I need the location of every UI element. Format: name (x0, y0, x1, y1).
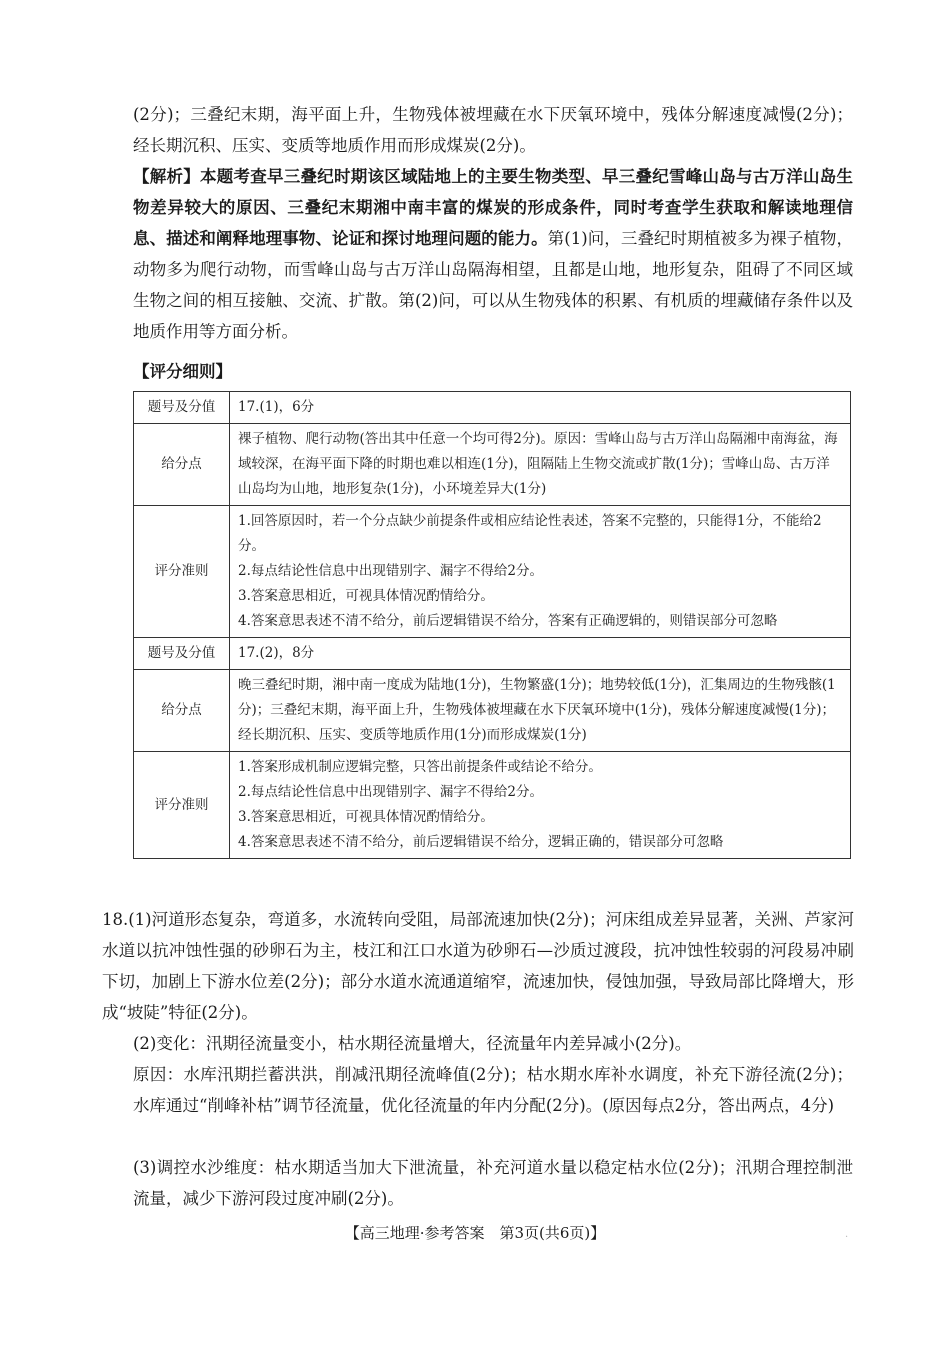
criteria-item: 3.答案意思相近，可视具体情况酌情给分。 (238, 809, 494, 825)
criteria-item: 2.每点结论性信息中出现错别字、漏字不得给2分。 (238, 563, 543, 579)
criteria-item: 4.答案意思表述不清不给分，前后逻辑错误不给分，逻辑正确的，错误部分可忽略 (238, 834, 724, 850)
rubric-heading: 【评分细则】 (133, 362, 232, 381)
analysis-bold-text: 本题考查早三叠纪时期该区域陆地上的主要生物类型、早三叠纪雪峰山岛与古万洋山岛生物差异较大的原因、三叠纪末期湘中南丰富的煤炭的形成条件，同时考查学生获取和解读地理信息、描述和阐释地理事物、论证和探讨地理问题的能力。 (133, 167, 853, 248)
criteria-list (230, 752, 851, 859)
criteria-item: 3.答案意思相近，可视具体情况酌情给分。 (238, 588, 494, 604)
points-text: 晚三叠纪时期，湘中南一度成为陆地(1分)，生物繁盛(1分)；地势较低(1分)，汇集周边的生物残骸(1分)；三叠纪末期，海平面上升，生物残体被埋藏在水下厌氧环境中(1分)，残体分解速度减慢(1分)；经长期沉积、压实、变质等地质作用(1分)而形成煤炭(1分) (230, 670, 851, 752)
row-label: 评分准则 (134, 506, 230, 638)
q18-part2-reason: 原因：水库汛期拦蓄洪洪，削减汛期径流峰值(2分)；枯水期水库补水调度，补充下游径流(2分)；水库通过“削峰补枯”调节径流量，优化径流量的年内分配(2分)。(原因每点2分，答出两点，4分) (133, 1065, 853, 1115)
scan-mark: · (845, 1232, 849, 1243)
rubric-row-points-1 (134, 424, 851, 506)
rubric-row-header-1 (134, 392, 851, 424)
rubric-row-criteria-2 (134, 752, 851, 859)
rubric-row-header-2 (134, 638, 851, 670)
q18-part1: 18.(1)河道形态复杂，弯道多，水流转向受阻，局部流速加快(2分)；河床组成差异显著，关洲、芦家河水道以抗冲蚀性强的砂卵石为主，枝江和江口水道为砂卵石—沙质过渡段，抗冲蚀性较弱的河段易冲刷下切，加剧上下游水位差(2分)；部分水道水流通道缩窄，流速加快，侵蚀加强，导致局部比降增大，形成“坡陡”特征(2分)。 (102, 910, 854, 1022)
row-label: 给分点 (134, 670, 230, 752)
analysis-text: 第(1)问，三叠纪时期植被多为裸子植物，动物多为爬行动物，而雪峰山岛与古万洋山岛隔海相望，且都是山地，地形复杂，阻碍了不同区域生物之间的相互接触、交流、扩散。第(2)问，可以从生物残体的积累、有机质的埋藏储存条件以及地质作用等方面分析。 (133, 229, 854, 341)
q18-part2-change: (2)变化：汛期径流量变小，枯水期径流量增大，径流量年内差异减小(2分)。 (133, 1034, 692, 1053)
points-text: 裸子植物、爬行动物(答出其中任意一个均可得2分)。原因：雪峰山岛与古万洋山岛隔湘中南海盆，海域较深，在海平面下降的时期也难以相连(1分)，阻隔陆上生物交流或扩散(1分)；雪峰山岛、古万洋山岛均为山地，地形复杂(1分)，小环境差异大(1分) (230, 424, 851, 506)
analysis-tag: 【解析】 (133, 167, 200, 186)
row-label: 评分准则 (134, 752, 230, 859)
criteria-list (230, 506, 851, 638)
rubric-row-points-2 (134, 670, 851, 752)
q17-answer-tail: (2分)；三叠纪末期，海平面上升，生物残体被埋藏在水下厌氧环境中，残体分解速度减慢(2分)；经长期沉积、压实、变质等地质作用而形成煤炭(2分)。 (133, 105, 853, 155)
page-footer: 【高三地理·参考答案 第3页(共6页)】 (344, 1224, 606, 1242)
row-label: 题号及分值 (134, 392, 230, 424)
row-label: 题号及分值 (134, 638, 230, 670)
criteria-item: 1.回答原因时，若一个分点缺少前提条件或相应结论性表述，答案不完整的，只能得1分，不能给2分。 (238, 513, 822, 554)
criteria-item: 2.每点结论性信息中出现错别字、漏字不得给2分。 (238, 784, 543, 800)
analysis-paragraph (133, 161, 853, 347)
question-score: 17.(1)，6分 (230, 392, 851, 424)
question-score: 17.(2)，8分 (230, 638, 851, 670)
row-label: 给分点 (134, 424, 230, 506)
rubric-row-criteria-1 (134, 506, 851, 638)
criteria-item: 4.答案意思表述不清不给分，前后逻辑错误不给分，答案有正确逻辑的，则错误部分可忽略 (238, 613, 778, 629)
criteria-item: 1.答案形成机制应逻辑完整，只答出前提条件或结论不给分。 (238, 759, 602, 775)
q18-part3: (3)调控水沙维度：枯水期适当加大下泄流量，补充河道水量以稳定枯水位(2分)；汛期合理控制泄流量，减少下游河段过度冲刷(2分)。 (133, 1158, 853, 1208)
rubric-table (133, 391, 851, 859)
